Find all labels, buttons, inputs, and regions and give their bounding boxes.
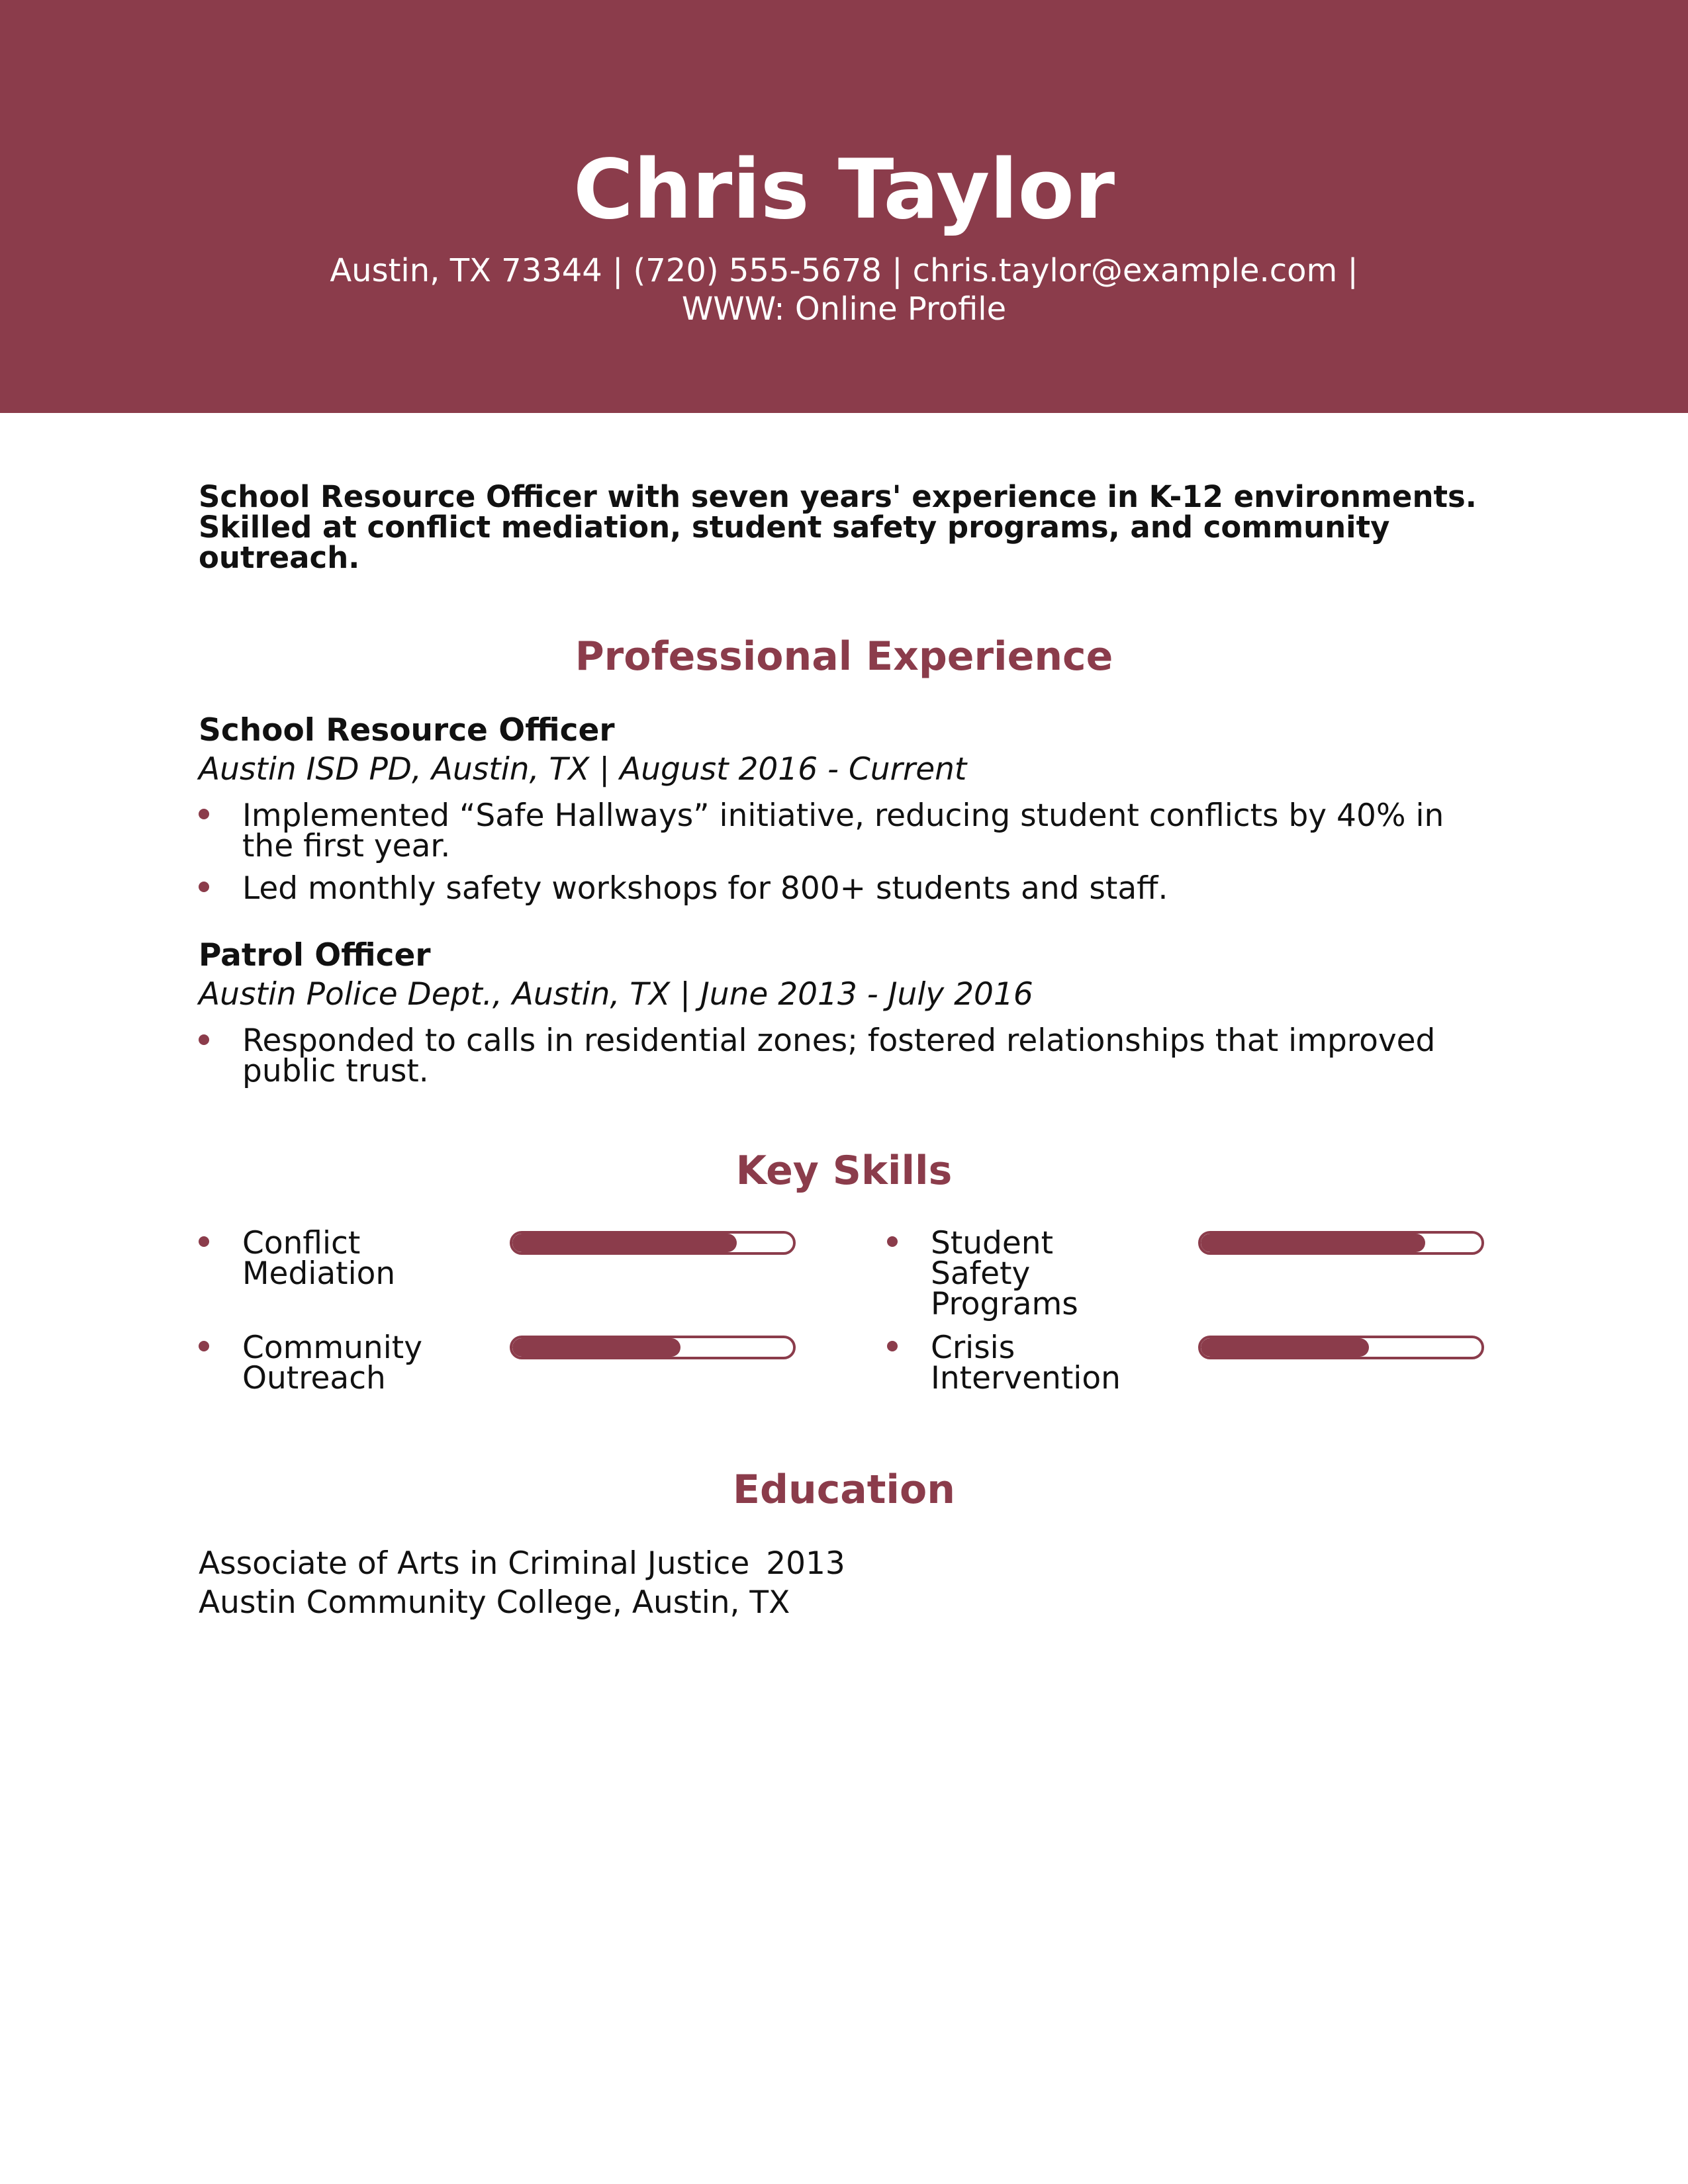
job-bullet: Implemented “Safe Hallways” initiative, reducing student conflicts by 40% in the first year. xyxy=(242,797,1444,864)
section-heading-experience: Professional Experience xyxy=(575,633,1113,680)
skill-level-bar xyxy=(510,1336,796,1359)
section-heading-education: Education xyxy=(733,1467,955,1513)
skill-level-bar xyxy=(510,1231,796,1255)
section-heading-skills: Key Skills xyxy=(735,1148,953,1194)
skill-label: Student Safety Programs xyxy=(931,1225,1078,1322)
bullet-dot-icon xyxy=(199,809,209,819)
skill-label: Crisis Intervention xyxy=(931,1330,1121,1396)
job-bullet: Responded to calls in residential zones; fostered relationships that improved public trust. xyxy=(242,1023,1436,1089)
skill-level-fill xyxy=(512,1234,737,1252)
education-school: Austin Community College, Austin, TX xyxy=(199,1584,790,1621)
skill-level-bar xyxy=(1198,1336,1484,1359)
education-degree-line xyxy=(199,1545,845,1583)
education-degree: Associate of Arts in Criminal Justice xyxy=(199,1545,750,1582)
bullet-dot-icon xyxy=(199,1341,209,1351)
job-title: Patrol Officer xyxy=(199,937,431,974)
bullet-dot-icon xyxy=(199,882,209,892)
job-bullet: Led monthly safety workshops for 800+ students and staff. xyxy=(242,870,1168,907)
skill-level-bar xyxy=(1198,1231,1484,1255)
skill-label: Conflict Mediation xyxy=(242,1225,396,1292)
bullet-dot-icon xyxy=(887,1236,898,1247)
candidate-name: Chris Taylor xyxy=(573,142,1115,238)
bullet-dot-icon xyxy=(887,1341,898,1351)
skill-label: Community Outreach xyxy=(242,1330,423,1396)
skill-level-fill xyxy=(512,1338,680,1357)
education-year: 2013 xyxy=(766,1545,845,1582)
skill-level-fill xyxy=(1201,1234,1425,1252)
contact-line-2: WWW: Online Profile xyxy=(681,291,1007,328)
contact-line-1: Austin, TX 73344 | (720) 555-5678 | chris.taylor@example.com | xyxy=(330,252,1358,289)
bullet-dot-icon xyxy=(199,1034,209,1045)
skill-level-fill xyxy=(1201,1338,1369,1357)
job-employer-dates: Austin ISD PD, Austin, TX | August 2016 - Current xyxy=(199,751,967,788)
professional-summary: School Resource Officer with seven years' experience in K-12 environments. Skilled at conflict mediation, student safety programs, and community outreach. xyxy=(199,479,1477,575)
contact-info xyxy=(0,251,1688,328)
bullet-dot-icon xyxy=(199,1236,209,1247)
job-title: School Resource Officer xyxy=(199,712,615,749)
header-banner xyxy=(0,0,1688,413)
job-employer-dates: Austin Police Dept., Austin, TX | June 2013 - July 2016 xyxy=(199,976,1033,1013)
